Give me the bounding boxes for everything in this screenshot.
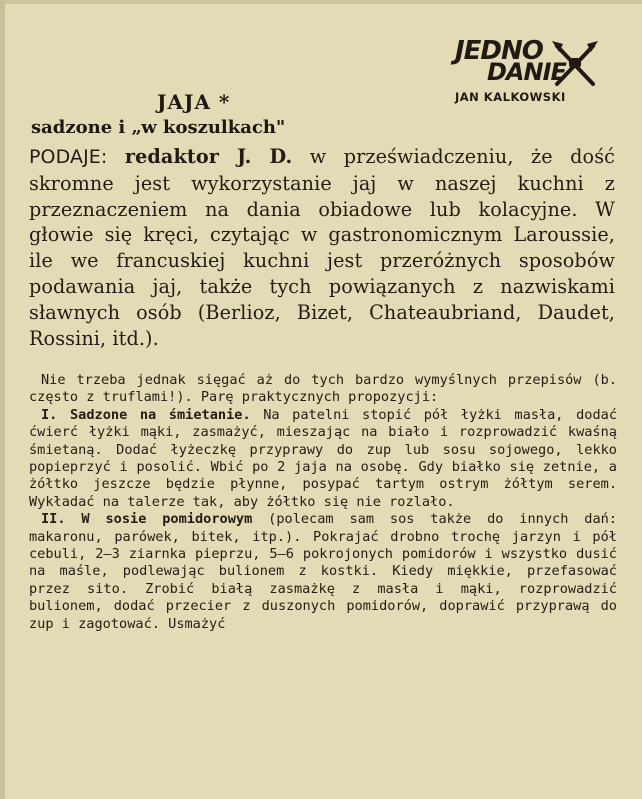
- lead-text: w przeświadczeniu, że dość skromne jest wykorzystanie jaj w naszej kuchni z przeznaczeniem na dania obiadowe lub kolacyjne. W głowie się kręci, czytając w gastronomicznym Laroussie, ile we francuskiej kuchni jest przeróżnych sposobów podawania jaj, także tych powiązanych z nazwiskami sławnych osób (Berlioz, Bizet, Chateaubriand, Daudet, Rossini, itd.).: [29, 145, 615, 350]
- article-subtitle: sadzone i „w koszulkach": [31, 117, 286, 138]
- recipe-1-text: Na patelni stopić pół łyżki masła, dodać ćwierć łyżki mąki, zasmażyć, mieszając na biało i rozprowadzić kwaśną śmietaną. Dodać łyżeczkę przyprawy do zup lub sosu sojowego, lekko popieprzyć i posolić. Wbić po 2 jaja na osobę. Gdy białko się zetnie, a żółtko jeszcze będzie płynne, posypać tartym ostrym żółtym serem. Wykładać na talerze tak, aby żółtko się nie rozlało.: [29, 406, 617, 510]
- column-logo: [453, 36, 603, 108]
- recipe-1-number: I.: [41, 406, 58, 423]
- recipe-2-text: (polecam sam sos także do innych dań: makaronu, parówek, bitek, itp.). Pokrajać drobno trochę jarzyn i pół cebuli, 2—3 ziarnka pieprzu, 5—6 pokrojonych pomidorów i wszystko dusić na maśle, podlewając bulionem z kostki. Kiedy miękkie, przefasować przez sito. Zrobić białą zasmażkę z masła i mąki, rozprowadzić bulionem, dodać przecier z duszonych pomidorów, doprawić przyprawą do zup i zagotować. Usmażyć: [29, 511, 617, 632]
- lead-label: PODAJE:: [29, 146, 108, 168]
- column-author: JAN KALKOWSKI: [455, 90, 566, 104]
- intro-paragraph: Nie trzeba jednak sięgać aż do tych bardzo wymyślnych przepisów (b. często z truflami!). Parę praktycznych propozycji:: [29, 372, 617, 406]
- recipe-1-heading: Sadzone na śmietanie.: [69, 406, 251, 423]
- logo-line-2: DANIE: [487, 58, 566, 86]
- recipe-2-heading: W sosie pomidorowym: [81, 511, 253, 528]
- article-body: [29, 372, 617, 633]
- recipe-2: [29, 511, 617, 633]
- crossed-cutlery-icon: [549, 38, 601, 90]
- recipe-2-number: II.: [41, 511, 66, 528]
- article-title: JAJA *: [157, 90, 231, 114]
- lead-author: redaktor J. D.: [124, 145, 293, 168]
- recipe-1: [29, 407, 617, 511]
- logo-line-1: JEDNO: [455, 36, 543, 66]
- lead-paragraph: [29, 144, 615, 351]
- top-rule: [5, 0, 642, 4]
